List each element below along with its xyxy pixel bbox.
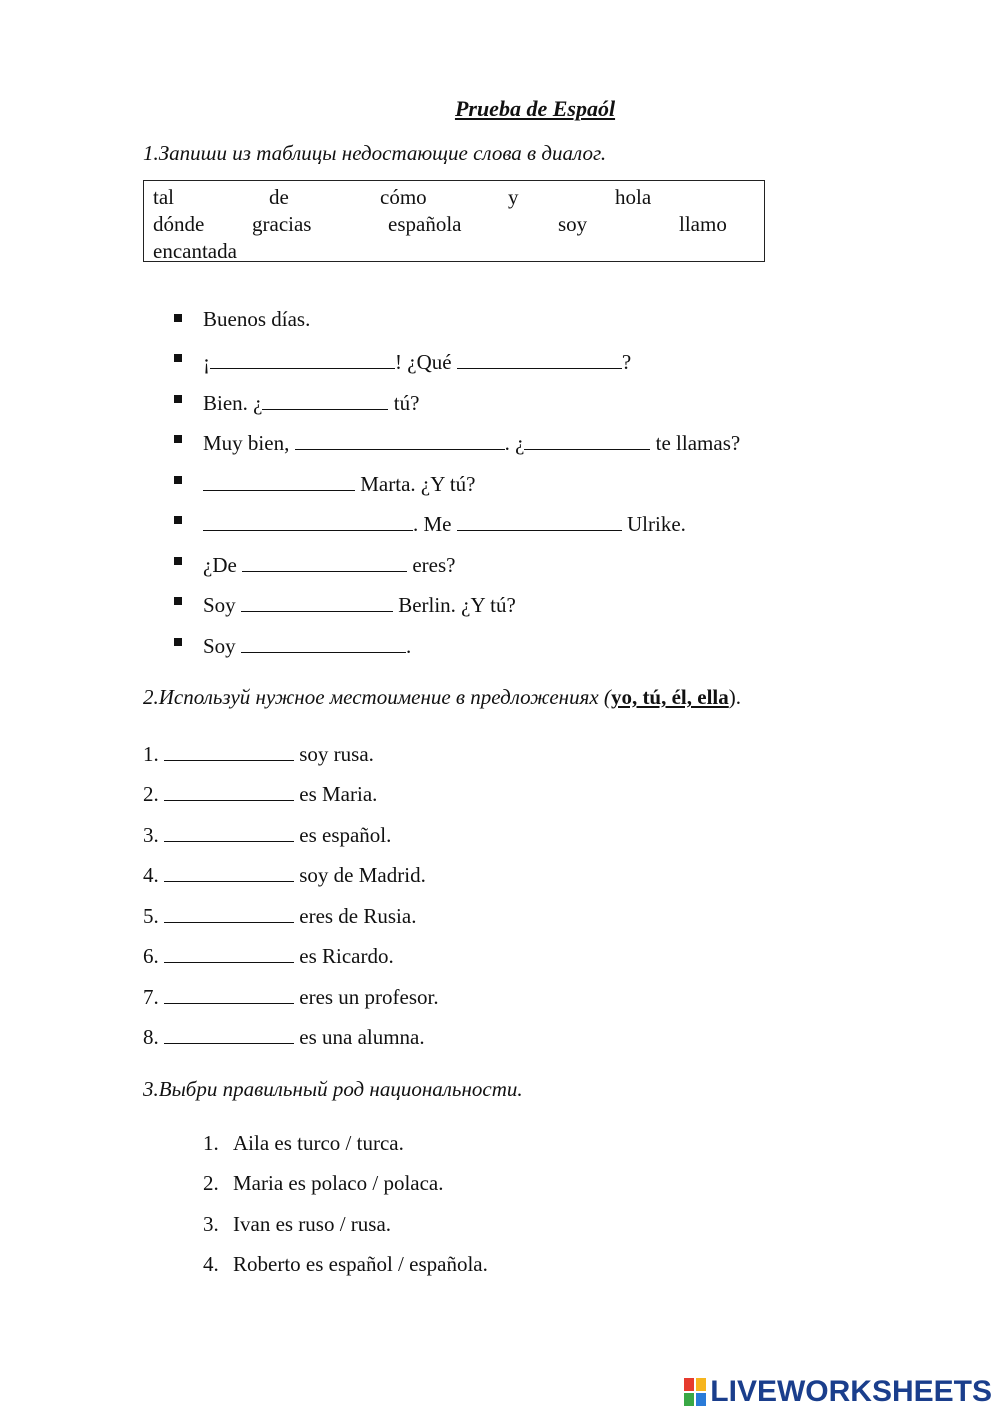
- bullet-icon: [174, 638, 182, 646]
- page-title: Prueba de Espaól: [454, 96, 616, 121]
- choice-item[interactable]: Roberto es español / española.: [233, 1252, 488, 1276]
- exercise-item: 8. es una alumna.: [143, 1022, 425, 1050]
- logo-text: LIVEWORKSHEETS: [710, 1375, 992, 1408]
- dialog-line: Bien. ¿ tú?: [203, 388, 419, 416]
- dialog-line: Muy bien, . ¿ te llamas?: [203, 428, 740, 456]
- answer-blank[interactable]: [241, 590, 393, 612]
- task-3-heading: 3.Выбри правильный род национальности.: [143, 1077, 523, 1101]
- word-bank-item: tal: [153, 185, 174, 209]
- bullet-icon: [174, 354, 182, 362]
- exercise-item: 5. eres de Rusia.: [143, 901, 416, 929]
- liveworksheets-logo: [684, 1374, 992, 1410]
- logo-mark-icon: [684, 1378, 706, 1406]
- exercise-item: 7. eres un profesor.: [143, 982, 439, 1010]
- exercise-item: 2. es Maria.: [143, 779, 377, 807]
- answer-blank[interactable]: [457, 347, 622, 369]
- answer-blank[interactable]: [164, 820, 294, 842]
- bullet-icon: [174, 557, 182, 565]
- word-bank-item: dónde: [153, 212, 205, 236]
- exercise-item: 3. es español.: [143, 820, 391, 848]
- word-bank-item: cómo: [380, 185, 427, 209]
- list-number: 2.: [203, 1171, 219, 1195]
- answer-blank[interactable]: [164, 982, 294, 1004]
- answer-blank[interactable]: [241, 631, 406, 653]
- answer-blank[interactable]: [164, 860, 294, 882]
- bullet-icon: [174, 516, 182, 524]
- list-number: 1.: [203, 1131, 219, 1155]
- answer-blank[interactable]: [210, 347, 395, 369]
- list-number: 4.: [203, 1252, 219, 1276]
- task-2-heading: 2.Используй нужное местоимение в предложениях (yo, tú, él, ella).: [143, 685, 742, 709]
- dialog-line: ¡ ! ¿Qué ?: [203, 347, 631, 375]
- word-bank-item: y: [508, 185, 519, 209]
- answer-blank[interactable]: [164, 901, 294, 923]
- bullet-icon: [174, 435, 182, 443]
- word-bank-item: de: [269, 185, 289, 209]
- word-bank-item: llamo: [679, 212, 727, 236]
- answer-blank[interactable]: [203, 469, 355, 491]
- dialog-line: Buenos días.: [203, 307, 311, 331]
- exercise-item: 4. soy de Madrid.: [143, 860, 426, 888]
- list-number: 3.: [203, 1212, 219, 1236]
- pronoun-list: yo, tú, él, ella: [610, 685, 729, 709]
- choice-item[interactable]: Aila es turco / turca.: [233, 1131, 404, 1155]
- word-bank-item: encantada: [153, 239, 237, 263]
- task-1-heading: 1.Запиши из таблицы недостающие слова в диалог.: [143, 141, 607, 165]
- answer-blank[interactable]: [242, 550, 407, 572]
- answer-blank[interactable]: [295, 428, 505, 450]
- answer-blank[interactable]: [262, 388, 388, 410]
- exercise-item: 6. es Ricardo.: [143, 941, 394, 969]
- bullet-icon: [174, 476, 182, 484]
- answer-blank[interactable]: [164, 1022, 294, 1044]
- word-bank-item: gracias: [252, 212, 312, 236]
- answer-blank[interactable]: [524, 428, 650, 450]
- dialog-line: Soy .: [203, 631, 411, 659]
- word-bank-item: soy: [558, 212, 588, 236]
- dialog-line: ¿De eres?: [203, 550, 455, 578]
- answer-blank[interactable]: [457, 509, 622, 531]
- bullet-icon: [174, 395, 182, 403]
- answer-blank[interactable]: [164, 739, 294, 761]
- answer-blank[interactable]: [203, 509, 413, 531]
- dialog-line: Marta. ¿Y tú?: [203, 469, 476, 497]
- choice-item[interactable]: Maria es polaco / polaca.: [233, 1171, 444, 1195]
- word-bank: [143, 180, 765, 262]
- dialog-line: . Me Ulrike.: [203, 509, 686, 537]
- answer-blank[interactable]: [164, 779, 294, 801]
- dialog-line: Soy Berlin. ¿Y tú?: [203, 590, 516, 618]
- exercise-item: 1. soy rusa.: [143, 739, 374, 767]
- bullet-icon: [174, 314, 182, 322]
- word-bank-item: hola: [615, 185, 652, 209]
- bullet-icon: [174, 597, 182, 605]
- word-bank-item: española: [388, 212, 462, 236]
- answer-blank[interactable]: [164, 941, 294, 963]
- choice-item[interactable]: Ivan es ruso / rusa.: [233, 1212, 392, 1236]
